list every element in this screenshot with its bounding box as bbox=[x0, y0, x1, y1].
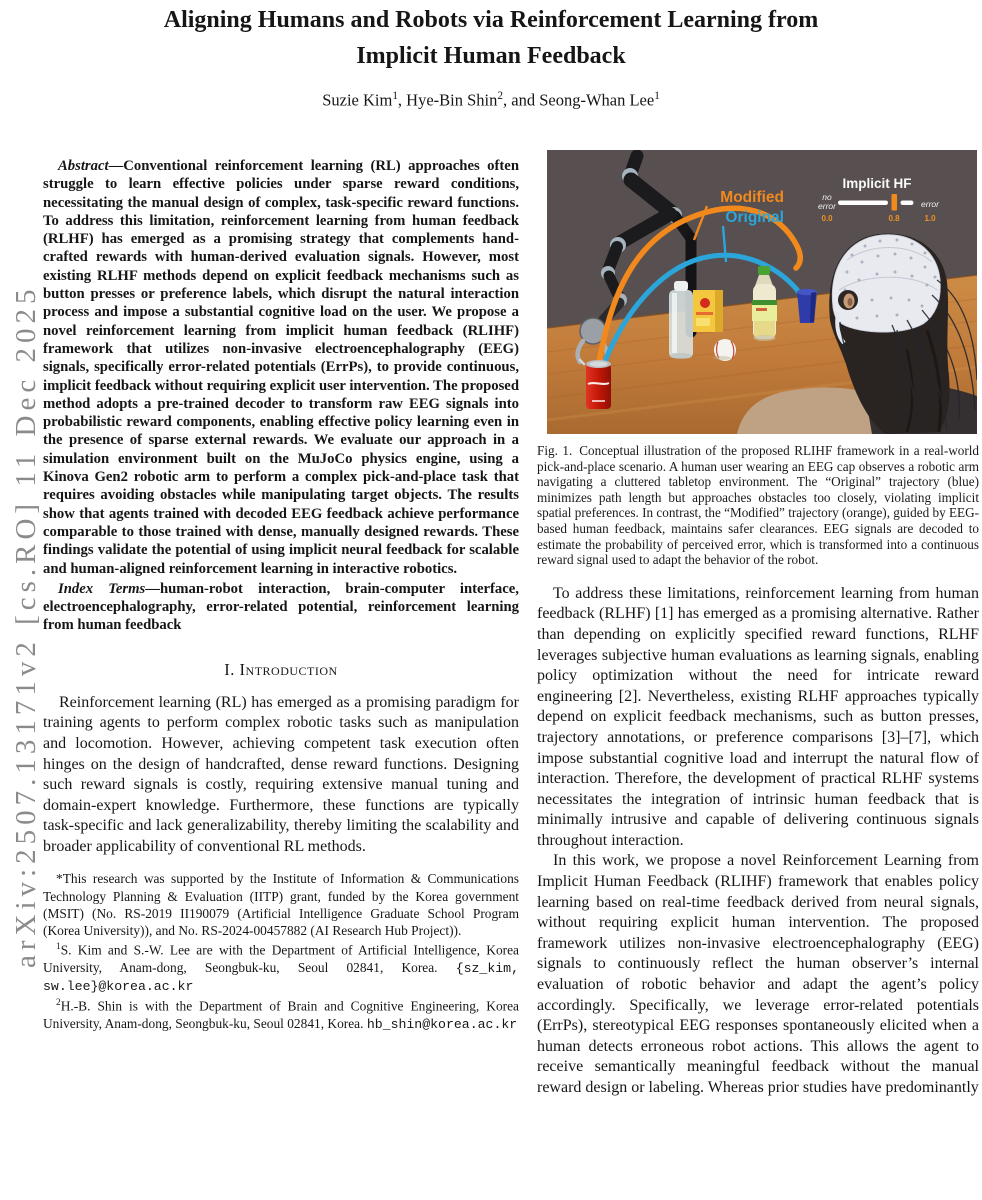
paragraph-rlihf: In this work, we propose a novel Reinforcement Learning from Implicit Human Feedback (RLIHF) framework that enables policy learning based on real-time feedback derived from neural signals, without requiring explicit human intervention. The proposed framework utilizes non-invasive electroencephalography (EEG) signals to continuously reflect the human observer’s internal evaluation of robotic behavior and adapt the agent’s policy accordingly. Specifically, we leverage error-related potentials (ErrPs), stereotypical EEG responses spontaneously elicited when a human detects erroneous robot actions. This allows the agent to receive semantically meaningful feedback without the manual reward design or labeling. Whereas prior studies have predominantly bbox=[537, 852, 979, 1096]
right-column bbox=[537, 150, 979, 1099]
author-1-affiliation-mark: 1 bbox=[392, 90, 398, 102]
figure-1-photo bbox=[547, 150, 977, 434]
index-terms-dash: — bbox=[145, 580, 160, 597]
figure-caption-label: Fig. 1. bbox=[537, 443, 573, 458]
two-column-layout bbox=[43, 150, 979, 1099]
author-separator: , and bbox=[503, 90, 540, 110]
author-2: Hye-Bin Shin bbox=[406, 90, 498, 110]
title-line-1: Aligning Humans and Robots via Reinforcement Learning from bbox=[163, 7, 819, 33]
abstract-text: Conventional reinforcement learning (RL) approaches often struggle to learn effective policies under sparse reward conditions, necessitating the manual design of complex, task-specific reward functions. To address this limitation, reinforcement learning from human feedback (RLHF) has emerged as a promising strategy that complements hand-crafted rewards with human-derived evaluation signals. However, most existing RLHF methods depend on explicit feedback mechanisms such as button presses or preference labels, which disrupt the natural interaction process and impose a substantial cognitive load on the user. We propose a novel reinforcement learning from implicit human feedback (RLIHF) framework that utilizes non-invasive electroencephalography (EEG) signals, specifically error-related potentials (ErrPs), to provide continuous, implicit feedback without requiring explicit user intervention. The proposed method adopts a pre-trained decoder to transform raw EEG signals into probabilistic reward components, enabling effective policy learning even in the presence of sparse external rewards. We evaluate our approach in a simulation environment built on the MuJoCo physics engine, using a Kinova Gen2 robotic arm to perform a complex pick-and-place task that requires avoiding obstacles while manipulating target objects. The results show that agents trained with decoded EEG feedback achieve performance comparable to those trained with dense, manually designed rewards. These findings validate the potential of using implicit neural feedback for scalable and human-aligned reinforcement learning in interactive robotics. bbox=[43, 158, 519, 577]
footnote-1-text: S. Kim and S.-W. Lee are with the Department of Artificial Intelligence, Korea University, Anam-dong, Seongbuk-ku, Seoul 02841, Korea. bbox=[43, 942, 519, 975]
author-3-affiliation-mark: 1 bbox=[654, 90, 660, 102]
figure-1 bbox=[537, 150, 979, 568]
author-separator: , bbox=[397, 90, 407, 110]
no-error-label-line2: error bbox=[818, 201, 836, 211]
author-3: Seong-Whan Lee bbox=[539, 90, 655, 110]
title-line-2: Implicit Human Feedback bbox=[356, 43, 626, 69]
slider-track-left bbox=[838, 201, 888, 206]
footnotes-block bbox=[43, 870, 519, 1033]
authors-line bbox=[0, 90, 982, 111]
coke-can bbox=[586, 360, 611, 409]
label-original: Original bbox=[725, 209, 784, 226]
index-terms-label: Index Terms bbox=[58, 580, 146, 597]
water-bottle bbox=[669, 281, 693, 359]
introduction-paragraph: Reinforcement learning (RL) has emerged as a promising paradigm for training agents to perform complex robotic tasks such as manipulation and locomotion. However, achieving competent task execution often hinges on the design of handcrafted, dense reward functions. Designing such reward signals is costly, requiring extensive manual tuning and domain-expert knowledge. Furthermore, these functions are typically task-specific and lack generalizability, thereby limiting the scalability and broader applicability of conventional RL methods. bbox=[43, 693, 519, 855]
footnote-2-mark: 2 bbox=[56, 998, 61, 1009]
no-error-label-line1: no bbox=[822, 192, 832, 202]
abstract-label: Abstract bbox=[58, 158, 109, 174]
implicit-hf-title: Implicit HF bbox=[842, 176, 912, 191]
author-2-affiliation-mark: 2 bbox=[497, 90, 503, 102]
slider-track-right bbox=[901, 201, 914, 206]
juice-box bbox=[693, 290, 723, 332]
section-heading-introduction: I. Introduction bbox=[224, 659, 338, 679]
ear-opening bbox=[838, 290, 858, 310]
label-modified: Modified bbox=[720, 189, 784, 206]
error-label: error bbox=[921, 199, 939, 209]
slider-tick-0: 0.0 bbox=[821, 214, 833, 223]
email-author-2: hb_shin@korea.ac.kr bbox=[366, 1017, 518, 1033]
author-1: Suzie Kim bbox=[322, 90, 393, 110]
footnote-2-text: H.-B. Shin is with the Department of Brain and Cognitive Engineering, Korea University, Anam-dong, Seongbuk-ku, Seoul 02841, Korea. bbox=[43, 998, 519, 1032]
footnote-1-mark: 1 bbox=[56, 942, 61, 953]
footnote-funding: *This research was supported by the Institute of Information & Communications Technology Planning & Evaluation (IITP) grant, funded by the Korea government (MSIT) (No. RS-2019 II190079 (Artificial Intelligence Graduate School Program (Korea University)), and No. RS-2024-00457882 (AI Research Hub Project)). bbox=[43, 871, 519, 939]
figure-1-caption bbox=[537, 443, 979, 568]
left-column bbox=[43, 150, 519, 1099]
slider-tick-08: 0.8 bbox=[888, 214, 900, 223]
paragraph-rlhf: To address these limitations, reinforcement learning from human feedback (RLHF) [1] has emerged as a promising alternative. Rather than depending on explicitly specified reward functions, RLHF leverages subjective human evaluations as learning signals, enabling policy optimization without the need for intricate reward engineering [2]. Nevertheless, existing RLHF approaches typically depend on explicit feedback mechanisms, such as button presses, trajectory annotations, or preference comparisons [3]–[7], which impose substantial cognitive load and interrupt the natural flow of interaction. Therefore, the development of practical RLHF systems necessitates the integration of intrinsic human feedback that is minimally intrusive and capable of delivering continuous signals throughout interaction. bbox=[537, 584, 979, 849]
slider-tick-10: 1.0 bbox=[924, 214, 936, 223]
paper-header bbox=[0, 0, 982, 111]
figure-caption-text: Conceptual illustration of the proposed RLIHF framework in a real-world pick-and-place scenario. A human user wearing an EEG cap observes a robotic arm navigating a cluttered tabletop environment. The “Original” trajectory (blue) minimizes path length but approaches obstacles too closely, violating implicit spatial preferences. In contrast, the “Modified” trajectory (orange), guided by EEG-based human feedback, maintains safer clearances. EEG signals are decoded to estimate the probability of perceived error, which is transformed into a continuous reward signal used to adapt the behavior of the robot. bbox=[537, 443, 980, 568]
footnote-affiliation-1 bbox=[43, 939, 519, 995]
paper-title bbox=[0, 2, 982, 74]
index-terms-text: human-robot interaction, brain-computer interface, electroencephalography, error-related potential, reinforcement learning from human feedback bbox=[43, 580, 519, 634]
abstract-paragraph bbox=[43, 157, 519, 578]
footnote-affiliation-2 bbox=[43, 995, 519, 1033]
index-terms-paragraph bbox=[43, 580, 519, 635]
blue-cup bbox=[797, 289, 817, 323]
abstract-dash: — bbox=[108, 158, 124, 174]
email-authors-1: {sz_kim, sw.lee}@korea.ac.kr bbox=[43, 960, 519, 995]
slider-marker bbox=[892, 194, 898, 211]
arxiv-watermark: arXiv:2507.13171v2 [cs.RO] 11 Dec 2025 bbox=[10, 284, 42, 968]
